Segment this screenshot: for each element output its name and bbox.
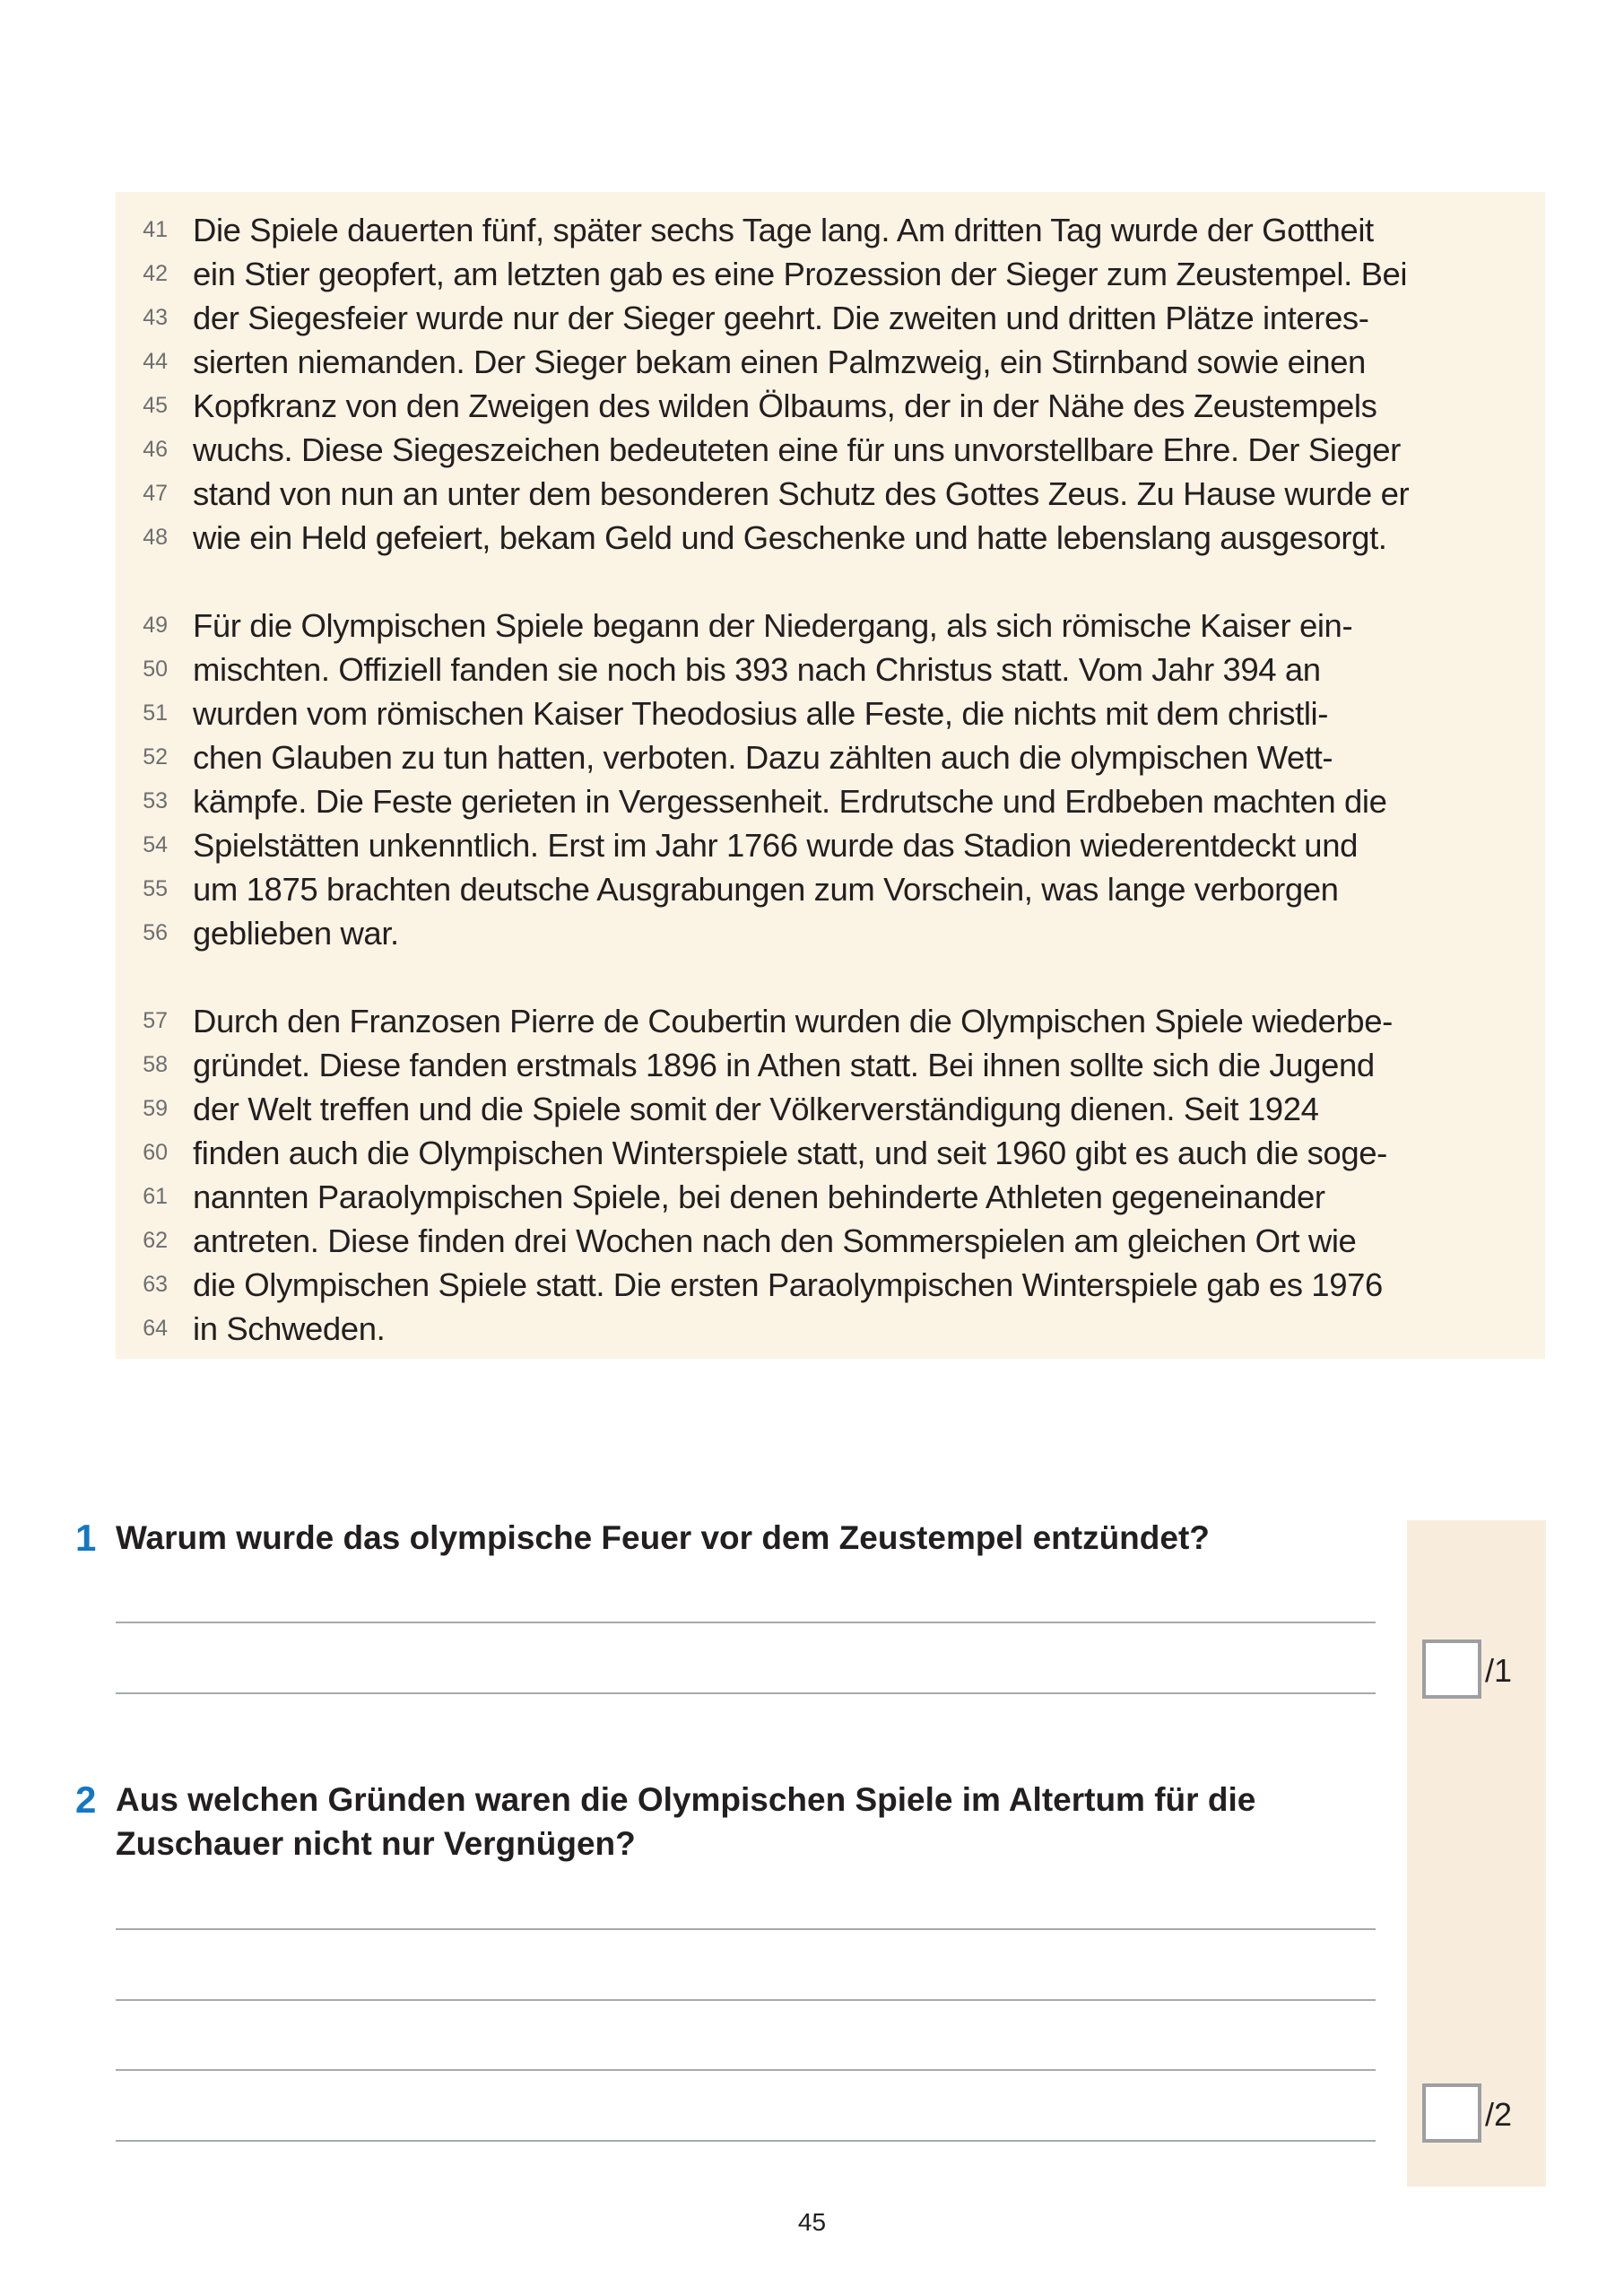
text-line	[116, 779, 1545, 823]
paragraph	[116, 999, 1545, 1351]
line-text: Die Spiele dauerten fünf, später sechs Tage lang. Am dritten Tag wurde der Gottheit	[193, 212, 1374, 248]
line-text: Kopfkranz von den Zweigen des wilden Ölbaums, der in der Nähe des Zeustempels	[193, 387, 1377, 424]
score-box-1[interactable]	[1422, 1639, 1481, 1699]
question-1-number: 1	[75, 1517, 97, 1559]
text-line	[116, 1087, 1545, 1131]
line-text: Für die Olympischen Spiele begann der Niedergang, als sich römische Kaiser ein-	[193, 607, 1353, 644]
line-text: Spielstätten unkenntlich. Erst im Jahr 1766 wurde das Stadion wiederentdeckt und	[193, 827, 1359, 864]
line-number: 47	[143, 481, 168, 506]
line-number: 42	[143, 261, 168, 286]
line-number: 54	[143, 832, 168, 857]
text-line	[116, 1263, 1545, 1307]
line-number: 43	[143, 305, 168, 330]
answer-line[interactable]	[116, 1622, 1376, 1623]
question-2-line-1: Aus welchen Gründen waren die Olympischen Spiele im Altertum für die	[116, 1781, 1256, 1818]
line-text: wurden vom römischen Kaiser Theodosius alle Feste, die nichts mit dem christli-	[193, 695, 1329, 732]
line-number: 62	[143, 1228, 168, 1253]
line-number: 64	[143, 1316, 168, 1341]
text-line	[116, 516, 1545, 560]
answer-line[interactable]	[116, 2069, 1376, 2071]
line-text: finden auch die Olympischen Winterspiele statt, und seit 1960 gibt es auch die soge-	[193, 1135, 1387, 1171]
line-text: stand von nun an unter dem besonderen Schutz des Gottes Zeus. Zu Hause wurde er	[193, 475, 1410, 512]
question-2-line-2: Zuschauer nicht nur Vergnügen?	[116, 1825, 636, 1862]
line-number: 59	[143, 1096, 168, 1121]
text-line	[116, 648, 1545, 691]
text-line	[116, 691, 1545, 735]
line-text: Durch den Franzosen Pierre de Coubertin wurden die Olympischen Spiele wiederbe-	[193, 1003, 1393, 1039]
text-line	[116, 472, 1545, 516]
line-text: geblieben war.	[193, 915, 399, 952]
answer-line[interactable]	[116, 1999, 1376, 2001]
text-line	[116, 735, 1545, 779]
text-line	[116, 1307, 1545, 1351]
reading-text	[116, 208, 1545, 1395]
text-line	[116, 911, 1545, 955]
text-line	[116, 823, 1545, 867]
line-number: 50	[143, 657, 168, 682]
line-text: chen Glauben zu tun hatten, verboten. Dazu zählten auch die olympischen Wett-	[193, 739, 1333, 776]
line-text: wie ein Held gefeiert, bekam Geld und Geschenke und hatte lebenslang ausgesorgt.	[193, 519, 1387, 556]
line-number: 61	[143, 1184, 168, 1209]
text-line	[116, 384, 1545, 428]
question-2-number: 2	[75, 1779, 97, 1821]
line-text: wuchs. Diese Siegeszeichen bedeuteten eine für uns unvorstellbare Ehre. Der Sieger	[193, 431, 1401, 468]
question-1-text	[116, 1516, 1353, 1560]
page-number: 45	[797, 2208, 827, 2236]
line-number: 44	[143, 349, 168, 374]
text-line	[116, 1043, 1545, 1087]
line-text: nannten Paraolympischen Spiele, bei denen behinderte Athleten gegeneinander	[193, 1178, 1325, 1215]
line-number: 49	[143, 613, 168, 638]
text-line	[116, 208, 1545, 252]
line-number: 63	[143, 1272, 168, 1297]
line-text: die Olympischen Spiele statt. Die ersten Paraolympischen Winterspiele gab es 1976	[193, 1266, 1383, 1303]
text-line	[116, 340, 1545, 384]
text-line	[116, 252, 1545, 296]
reading-text-box	[116, 192, 1545, 1359]
line-text: mischten. Offiziell fanden sie noch bis 393 nach Christus statt. Vom Jahr 394 an	[193, 651, 1321, 688]
line-number: 53	[143, 788, 168, 813]
text-line	[116, 867, 1545, 911]
score-box-2[interactable]	[1422, 2083, 1481, 2143]
text-line	[116, 428, 1545, 472]
paragraph	[116, 208, 1545, 560]
line-text: kämpfe. Die Feste gerieten in Vergessenheit. Erdrutsche und Erdbeben machten die	[193, 783, 1387, 820]
line-text: der Siegesfeier wurde nur der Sieger geehrt. Die zweiten und dritten Plätze interes-	[193, 300, 1369, 336]
line-text: der Welt treffen und die Spiele somit der Völkerverständigung dienen. Seit 1924	[193, 1091, 1319, 1127]
line-text: sierten niemanden. Der Sieger bekam einen Palmzweig, ein Stirnband sowie einen	[193, 344, 1366, 380]
line-number: 41	[143, 217, 168, 242]
line-text: ein Stier geopfert, am letzten gab es eine Prozession der Sieger zum Zeustempel. Bei	[193, 256, 1408, 292]
line-number: 55	[143, 876, 168, 901]
line-text: um 1875 brachten deutsche Ausgrabungen zum Vorschein, was lange verborgen	[193, 871, 1339, 908]
line-number: 57	[143, 1008, 168, 1033]
line-number: 60	[143, 1140, 168, 1165]
text-line	[116, 1219, 1545, 1263]
line-number: 45	[143, 393, 168, 418]
answer-line[interactable]	[116, 2140, 1376, 2142]
question-2-text	[116, 1778, 1353, 1866]
answer-line[interactable]	[116, 1928, 1376, 1930]
line-number: 58	[143, 1052, 168, 1077]
paragraph	[116, 604, 1545, 955]
answer-line[interactable]	[116, 1692, 1376, 1694]
line-number: 48	[143, 525, 168, 550]
line-text: antreten. Diese finden drei Wochen nach den Sommerspielen am gleichen Ort wie	[193, 1222, 1357, 1259]
line-number: 56	[143, 920, 168, 945]
text-line	[116, 1175, 1545, 1219]
line-number: 51	[143, 700, 168, 726]
max-points-1: /1	[1485, 1652, 1513, 1689]
line-number: 46	[143, 437, 168, 462]
text-line	[116, 999, 1545, 1043]
line-text: in Schweden.	[193, 1310, 386, 1347]
line-text: gründet. Diese fanden erstmals 1896 in Athen statt. Bei ihnen sollte sich die Jugend	[193, 1047, 1375, 1083]
text-line	[116, 604, 1545, 648]
question-1-line: Warum wurde das olympische Feuer vor dem Zeustempel entzündet?	[116, 1519, 1210, 1556]
text-line	[116, 1131, 1545, 1175]
line-number: 52	[143, 744, 168, 770]
max-points-2: /2	[1485, 2096, 1513, 2133]
text-line	[116, 296, 1545, 340]
